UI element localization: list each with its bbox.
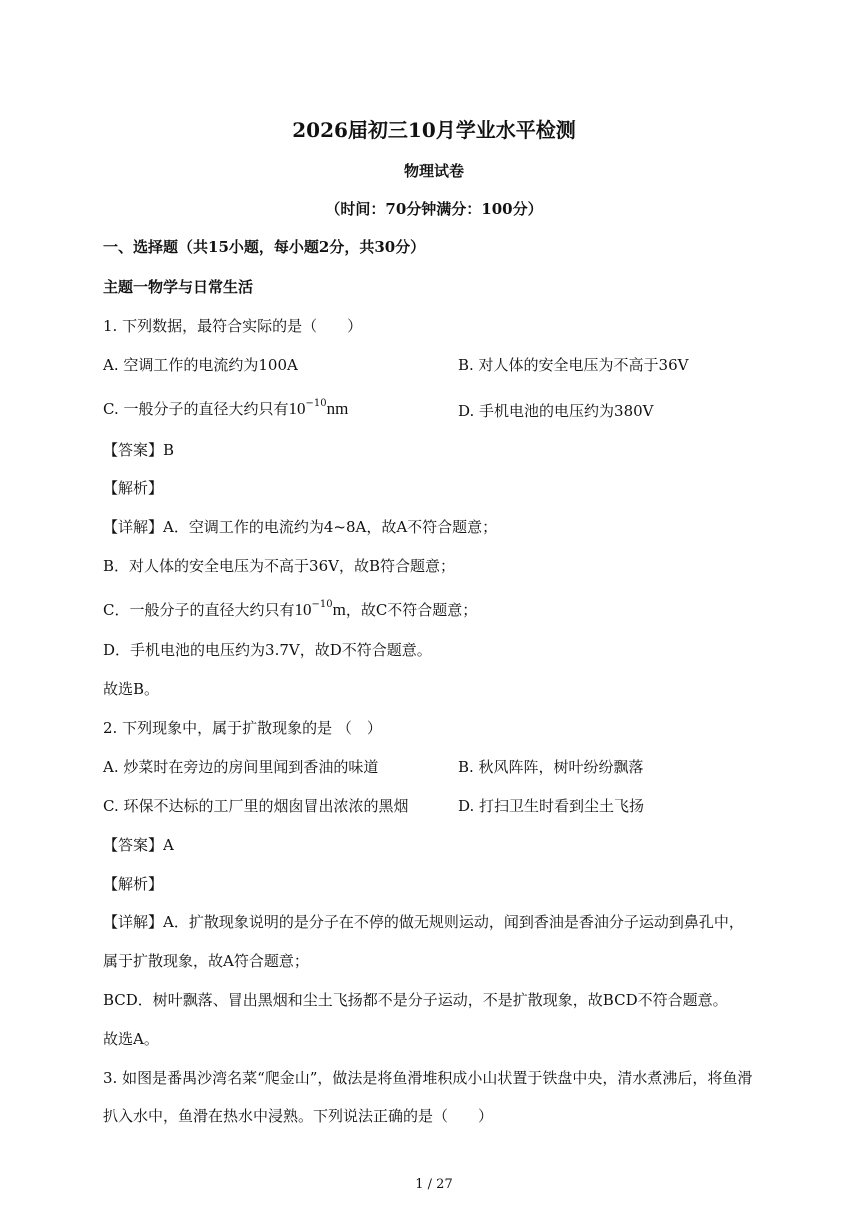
q1-detail-b: B．对人体的安全电压为不高于36V，故B符合题意； [103,557,455,575]
theme-heading: 主题一物学与日常生活 [103,278,254,296]
q2-option-b: B. 秋风阵阵，树叶纷纷飘落 [458,758,644,776]
q2-option-d: D. 打扫卫生时看到尘土飞扬 [458,797,645,815]
q1-detail-c-exponent: −10 [311,599,333,610]
page-title: 2026届初三10月学业水平检测 [292,118,576,142]
page-subtitle: 物理试卷 [403,162,464,180]
page-number: 1 / 27 [415,1177,453,1192]
q3-stem-line-2: 扒入水中，鱼滑在热水中浸熟。下列说法正确的是（ ） [103,1107,494,1125]
q1-option-c-text: C. 一般分子的直径大约只有 [103,400,289,418]
q2-option-c: C. 环保不达标的工厂里的烟囱冒出浓浓的黑烟 [103,797,409,815]
q1-detail-c-base: 10 [294,600,312,619]
q2-answer: 【答案】A [103,836,174,854]
q2-analysis-label: 【解析】 [103,875,164,893]
q1-detail-c-text: C．一般分子的直径大约只有 [103,601,295,619]
section-heading: 一、选择题（共15小题，每小题2分，共30分） [103,238,426,256]
q1-option-c-base: 10 [288,399,306,418]
q1-detail-d: D．手机电池的电压约为3.7V，故D不符合题意。 [103,641,432,659]
q1-option-a: A. 空调工作的电流约为100A [103,356,298,374]
q1-option-c-unit: nm [326,399,349,418]
q1-stem: 1. 下列数据，最符合实际的是（ ） [103,317,363,335]
q2-option-a: A. 炒菜时在旁边的房间里闻到香油的味道 [103,758,379,776]
q1-option-c [103,398,348,419]
q2-conclusion: 故选A。 [103,1030,159,1048]
q2-stem: 2. 下列现象中，属于扩散现象的是 （ ） [103,719,382,737]
q3-stem-line-1: 3. 如图是番禺沙湾名菜“爬金山”，做法是将鱼滑堆积成小山状置于铁盘中央，清水煮沸后，将鱼滑 [103,1069,753,1087]
q1-option-b: B. 对人体的安全电压为不高于36V [458,356,689,374]
q1-detail-c [103,599,477,620]
q2-detail-a-cont: 属于扩散现象，故A符合题意； [103,952,309,970]
q1-option-d: D. 手机电池的电压约为380V [458,402,654,420]
q1-detail-c-suffix: ，故C不符合题意； [345,601,478,619]
q1-detail-a: 【详解】A．空调工作的电流约为4~8A，故A不符合题意； [103,518,498,536]
q1-detail-c-unit: m [332,600,346,619]
time-info: （时间：70分钟满分：100分） [325,200,543,218]
q1-option-c-exponent: −10 [305,398,327,409]
q2-detail-a: 【详解】A．扩散现象说明的是分子在不停的做无规则运动，闻到香油是香油分子运动到鼻孔中， [103,913,744,931]
q2-detail-bcd: BCD．树叶飘落、冒出黑烟和尘土飞扬都不是分子运动，不是扩散现象，故BCD不符合题意。 [103,991,728,1009]
q1-analysis-label: 【解析】 [103,479,164,497]
q1-answer: 【答案】B [103,441,175,459]
q1-conclusion: 故选B。 [103,680,160,698]
